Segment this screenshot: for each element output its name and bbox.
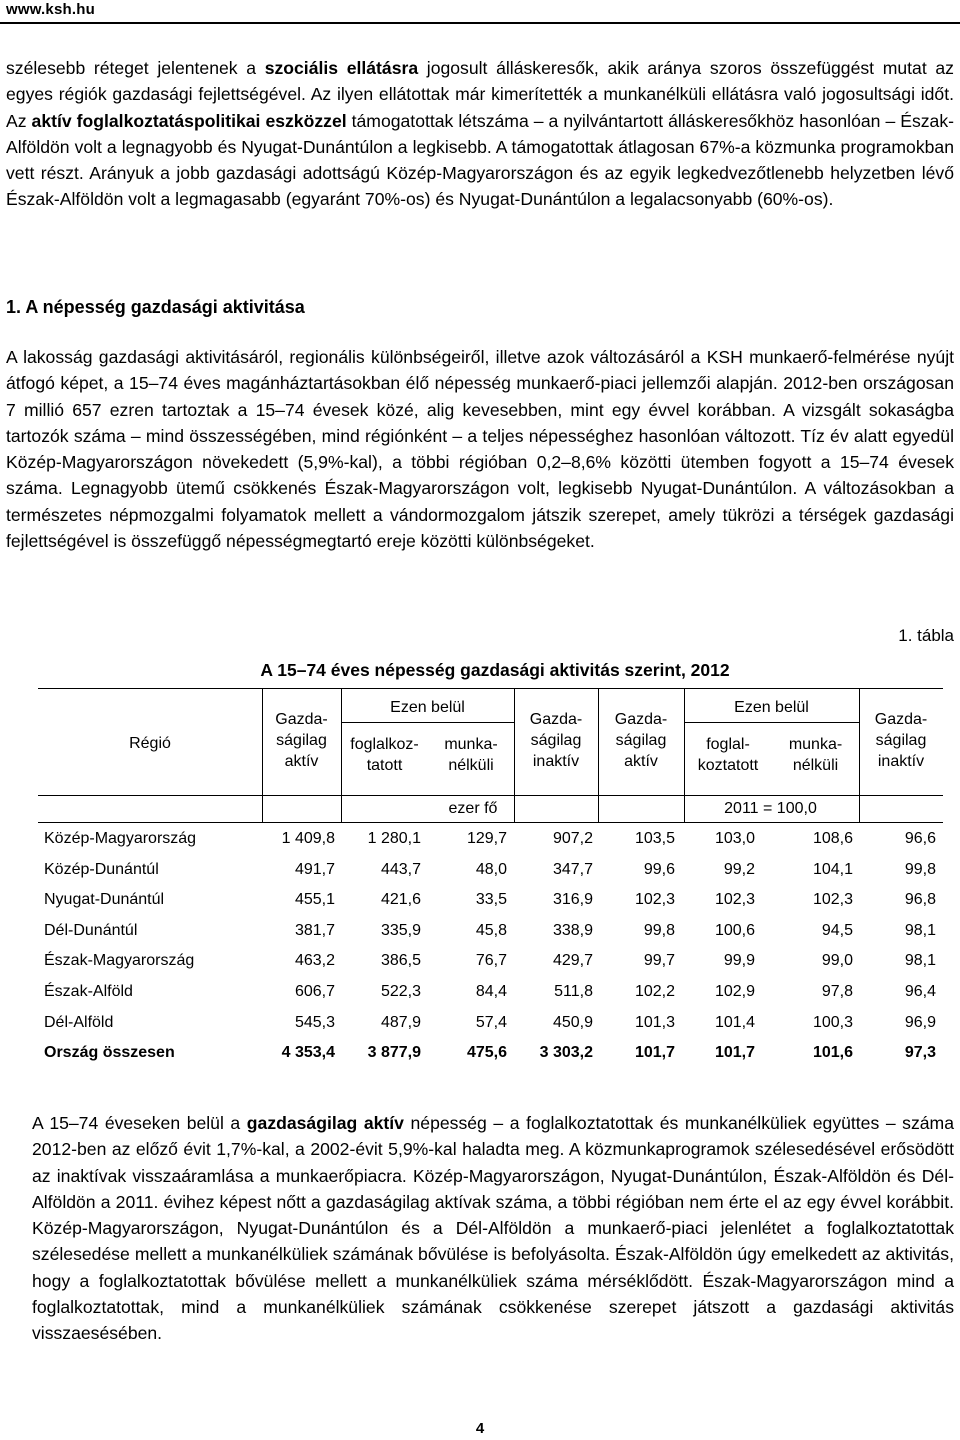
table-cell: 99,8 <box>643 921 675 939</box>
closing-text-1: A 15–74 éveseken belül a <box>32 1113 247 1133</box>
table-cell: 443,7 <box>380 860 421 878</box>
table-row <box>38 1014 943 1044</box>
table-cell: 1 409,8 <box>281 830 335 847</box>
table-cell: 335,9 <box>380 921 421 939</box>
intro-bold-1: szociális ellátásra <box>264 58 419 78</box>
section-paragraph: A lakosság gazdasági aktivitásáról, regionális különbségeiről, illetve azok változásáról a KSH munkaerő-felmérése nyújt átfogó képet, a 15–74 éves magánháztartásokban élő népesség munkaerő-piaci jellemzői alapján. 2012-ben országosan 7 millió 657 ezren tartoztak a 15–74 évesek közé, alig kevesebben, mint egy évvel korábban. A vizsgált sokaságba tartozók száma – mind összességében, mind régiónként – a teljes népességhez hasonlóan változott. Tíz év alatt egyedül Közép-Magyarországon növekedett (5,9%-kal), a többi régióban 0,2–8,6% közötti ütemben fogyott a 15–74 évesek száma. Legnagyobb ütemű csökkenés Észak-Magyarországon volt, legkisebb Nyugat-Dunántúlon. A változásokban a természetes népmozgalmi folyamatok mellett a vándormozgalom játszik szerepet, amely tükrözi a térségek gazdasági fejlettségével is összefüggő népességmegtartó ereje közötti különbségeket. <box>6 347 954 552</box>
table-cell: 97,3 <box>904 1044 936 1062</box>
table-row <box>38 830 943 860</box>
table-cell: 97,8 <box>821 983 853 1000</box>
table-cell: 102,9 <box>714 983 755 1000</box>
table-title: A 15–74 éves népesség gazdasági aktivitás szerint, 2012 <box>260 660 730 680</box>
table-cell: 102,3 <box>714 891 755 909</box>
table-cell: 347,7 <box>552 860 593 878</box>
table-cell: 96,8 <box>904 891 936 909</box>
col-header-unemployed: munka- nélküli <box>444 736 498 774</box>
table-cell: 98,1 <box>904 921 936 939</box>
table-cell: 3 877,9 <box>367 1044 421 1062</box>
subheader-rule <box>341 722 514 723</box>
table-cell: 103,0 <box>714 830 755 847</box>
table-cell: 99,8 <box>904 860 936 878</box>
table-cell: 96,6 <box>904 830 936 847</box>
table-cell: 96,9 <box>904 1013 936 1031</box>
table-cell: 606,7 <box>294 983 335 1000</box>
table-cell: 429,7 <box>552 952 593 970</box>
table-cell: 463,2 <box>294 952 335 970</box>
col-header-inactive-index: Gazda- ságilag inaktív <box>874 711 928 770</box>
col-header-of-which: Ezen belül <box>390 699 465 716</box>
col-header-region: Régió <box>129 735 171 752</box>
table-cell: 522,3 <box>380 983 421 1000</box>
table-cell: 475,6 <box>466 1044 507 1062</box>
col-header-active: Gazda- ságilag aktív <box>275 711 328 770</box>
table-cell: 386,5 <box>380 952 421 970</box>
intro-text-3: támogatottak létszáma – a nyilvántartott álláskeresőkhöz hasonlóan – Észak-Alföldön volt a legnagyobb és Nyugat-Dunántúlon a legkisebb. A támogatottak átlagosan 67%-a közmunka programokban vett részt. Arányuk a jobb gazdasági adottságú Közép-Magyarországon és az egyik legkedvezőtlenebb helyzetben lévő Észak-Alföldön volt a legmagasabb (egyaránt 70%-os) és Nyugat-Dunántúlon a legalacsonyabb (60%-os). <box>6 110 954 210</box>
region-name: Ország összesen <box>44 1044 175 1062</box>
table-cell: 96,4 <box>904 983 936 1000</box>
table-cell: 381,7 <box>294 921 335 939</box>
intro-text-2: jogosult álláskeresők, akik aránya szoros összefüggést mutat az egyes régiók gazdasági fejlettségével. Az ilyen ellátottak már kimerítették a munkanélküli ellátásra való jogosultsági időt. Az <box>6 58 954 131</box>
region-name: Észak-Magyarország <box>44 952 195 970</box>
region-name: Dél-Dunántúl <box>44 921 138 939</box>
region-name: Észak-Alföld <box>44 983 133 1000</box>
table-row <box>38 891 943 921</box>
table-cell: 491,7 <box>294 860 335 878</box>
table-row <box>38 952 943 982</box>
table-cell: 129,7 <box>466 830 507 847</box>
table-cell: 487,9 <box>380 1013 421 1031</box>
table-cell: 102,3 <box>812 891 853 909</box>
table-cell: 99,9 <box>723 952 755 970</box>
col-header-employed: foglalkoz- tatott <box>350 736 419 774</box>
table-cell: 100,6 <box>714 921 755 939</box>
region-name: Nyugat-Dunántúl <box>44 891 165 909</box>
intro-paragraph <box>6 55 954 213</box>
table-cell: 450,9 <box>552 1013 593 1031</box>
section-heading: 1. A népesség gazdasági aktivitása <box>6 297 305 317</box>
table-cell: 101,7 <box>634 1044 675 1062</box>
table-row <box>38 983 943 1013</box>
table-cell: 3 303,2 <box>539 1044 593 1062</box>
table-cell: 104,1 <box>812 860 853 878</box>
table-cell: 99,0 <box>821 952 853 970</box>
region-name: Közép-Magyarország <box>44 830 197 847</box>
table-cell: 316,9 <box>552 891 593 909</box>
intro-bold-2: aktív foglalkoztatáspolitikai eszközzel <box>31 110 347 131</box>
table-cell: 57,4 <box>475 1013 507 1031</box>
unit-label-thousand: ezer fő <box>448 800 498 817</box>
table-cell: 48,0 <box>475 860 507 878</box>
table-cell: 99,7 <box>643 952 675 970</box>
header-divider <box>0 22 960 24</box>
table-cell: 101,4 <box>714 1013 755 1031</box>
table-cell: 33,5 <box>475 891 507 909</box>
unit-label-index: 2011 = 100,0 <box>724 800 817 817</box>
intro-text-1: szélesebb réteget jelentenek a <box>6 58 265 78</box>
page-number: 4 <box>475 1420 485 1437</box>
table-cell: 101,6 <box>812 1044 853 1062</box>
table-cell: 907,2 <box>552 830 593 847</box>
subheader-rule <box>684 722 859 723</box>
region-name: Dél-Alföld <box>44 1013 114 1031</box>
table-header-rule <box>38 795 943 796</box>
col-header-of-which-index: Ezen belül <box>734 699 809 716</box>
table-cell: 545,3 <box>294 1013 335 1031</box>
table-cell: 511,8 <box>554 983 593 1000</box>
table-cell: 455,1 <box>294 891 335 909</box>
closing-paragraph <box>6 1110 954 1347</box>
site-link[interactable]: www.ksh.hu <box>6 1 95 18</box>
table-row <box>38 861 943 891</box>
table-cell: 84,4 <box>475 983 507 1000</box>
table-cell: 4 353,4 <box>281 1044 335 1062</box>
table-cell: 76,7 <box>475 952 507 970</box>
table-top-rule <box>38 688 943 689</box>
table-cell: 102,2 <box>634 983 675 1000</box>
table-cell: 99,6 <box>643 860 675 878</box>
table-cell: 102,3 <box>634 891 675 909</box>
col-header-inactive: Gazda- ságilag inaktív <box>529 711 583 770</box>
table-cell: 103,5 <box>634 830 675 847</box>
col-header-active-index: Gazda- ságilag aktív <box>614 711 668 770</box>
data-table <box>38 688 943 1078</box>
table-cell: 101,3 <box>634 1013 675 1031</box>
table-cell: 99,2 <box>723 860 755 878</box>
table-cell: 98,1 <box>904 952 936 970</box>
table-unit-rule <box>38 822 943 823</box>
closing-text-2: népesség – a foglalkoztatottak és munkanélküliek együttes – száma 2012-ben az előző évit 1,7%-kal, a 2002-évit 5,9%-kal haladta meg. A közmunkaprogramok szélesedésével erősödött az inaktívak visszaáramlása a munkaerőpiacra. Közép-Magyarországon, Nyugat-Dunántúlon, Észak-Alföldön és Dél-Alföldön a 2011. évihez képest nőtt a gazdaságilag aktívak száma, a többi régióban nem érte el az egy évvel korábbit. Közép-Magyarországon, Nyugat-Dunántúlon és a Dél-Alföldön a munkaerő-piaci jelenlétet a foglalkoztatottak szélesedése mellett a munkanélküliek számának bővülése is befolyásolta. Észak-Alföldön úgy emelkedett az aktivitás, hogy a foglalkoztatottak bővülése mellett a munkanélküliek száma mérséklődött. Észak-Magyarországon mind a foglalkoztatottak, mind a munkanélküliek számának csökkenése szerepet játszott a gazdasági aktivitás visszaesésében. <box>32 1113 954 1344</box>
col-header-unemployed-index: munka- nélküli <box>788 736 843 774</box>
table-cell: 338,9 <box>552 921 593 939</box>
table-row <box>38 922 943 952</box>
table-row <box>38 1044 943 1074</box>
table-cell: 94,5 <box>821 921 853 939</box>
table-cell: 108,6 <box>812 830 853 847</box>
region-name: Közép-Dunántúl <box>44 860 159 878</box>
table-cell: 1 280,1 <box>367 830 421 847</box>
table-cell: 421,6 <box>380 891 421 909</box>
closing-bold: gazdaságilag aktív <box>246 1113 404 1133</box>
table-number: 1. tábla <box>898 626 954 645</box>
col-header-employed-index: foglal- koztatott <box>697 736 759 774</box>
table-cell: 100,3 <box>812 1013 853 1031</box>
table-cell: 45,8 <box>475 921 507 939</box>
table-cell: 101,7 <box>714 1044 755 1062</box>
